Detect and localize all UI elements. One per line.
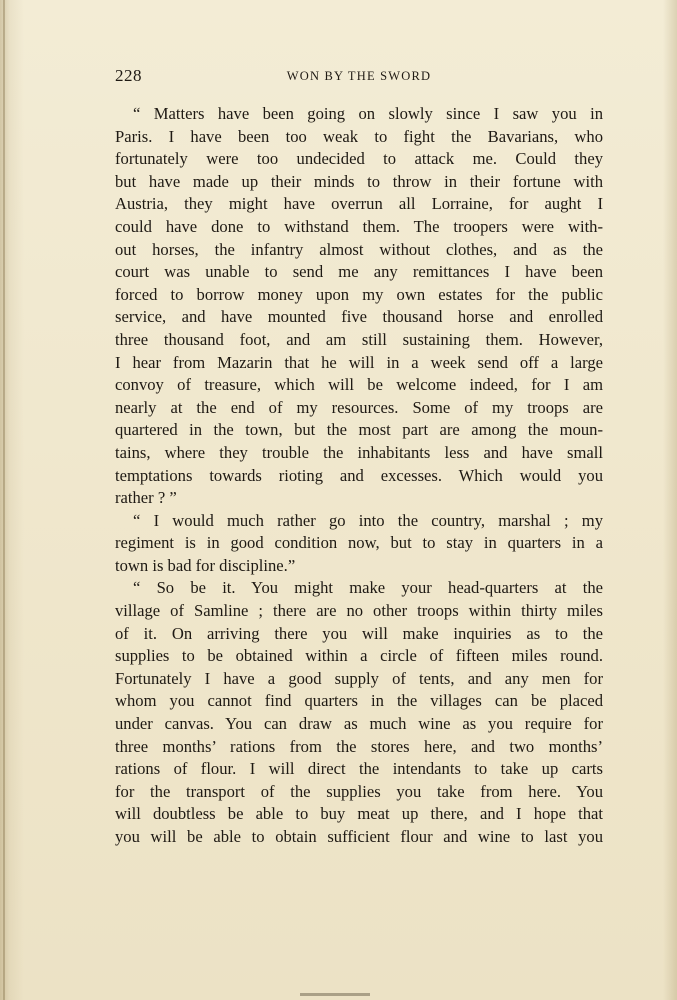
text-line: supplies to be obtained within a circle of fifteen miles round. <box>115 646 603 666</box>
binding-gutter <box>3 0 5 1000</box>
text-line: service, and have mounted five thousand horse and enrolled <box>115 307 603 327</box>
text-line: tains, where they trouble the inhabitants less and have small <box>115 442 603 462</box>
text-line: fortunately were too undecided to attack me. Could they <box>115 149 603 169</box>
text-line: rations of flour. I will direct the intendants to take up carts <box>115 759 603 779</box>
text-line: regiment is in good condition now, but to stay in quarters in a <box>115 533 603 553</box>
page-edge-mark <box>300 993 370 996</box>
text-line: for the transport of the supplies you take from here. You <box>115 781 603 801</box>
text-line: convoy of treasure, which will be welcome indeed, for I am <box>115 375 603 395</box>
text-line: village of Samline ; there are no other troops within thirty miles <box>115 601 603 621</box>
text-line: Paris. I have been too weak to fight the Bavarians, who <box>115 126 603 146</box>
text-line: I hear from Mazarin that he will in a week send off a large <box>115 352 603 372</box>
text-line: “ So be it. You might make your head-quarters at the <box>133 578 603 598</box>
text-line: “ I would much rather go into the country, marshal ; my <box>133 510 603 530</box>
text-line: temptations towards rioting and excesses. Which would you <box>115 465 603 485</box>
text-line: will doubtless be able to buy meat up there, and I hope that <box>115 804 603 824</box>
text-line: whom you cannot find quarters in the villages can be placed <box>115 691 603 711</box>
text-line: out horses, the infantry almost without clothes, and as the <box>115 239 603 259</box>
page-number: 228 <box>115 66 142 85</box>
text-line: Fortunately I have a good supply of tents, and any men for <box>115 668 603 688</box>
text-line: you will be able to obtain sufficient flour and wine to last you <box>115 827 603 846</box>
text-line: of it. On arriving there you will make inquiries as to the <box>115 623 603 643</box>
text-line: three thousand foot, and am still sustaining them. However, <box>115 329 603 349</box>
page-header <box>115 66 603 86</box>
text-line: but have made up their minds to throw in their fortune with <box>115 171 603 191</box>
text-line: under canvas. You can draw as much wine as you require for <box>115 714 603 734</box>
text-line: three months’ rations from the stores here, and two months’ <box>115 736 603 756</box>
text-line: quartered in the town, but the most part are among the moun- <box>115 420 603 440</box>
text-line: nearly at the end of my resources. Some of my troops are <box>115 397 603 417</box>
text-line: could have done to withstand them. The troopers were with- <box>115 216 603 236</box>
text-line: court was unable to send me any remittances I have been <box>115 262 603 282</box>
running-title: WON BY THE SWORD <box>286 69 432 83</box>
text-line: forced to borrow money upon my own estates for the public <box>115 284 603 304</box>
text-line: rather ? ” <box>115 488 177 508</box>
text-line: town is bad for discipline.” <box>115 555 296 575</box>
text-line: Austria, they might have overrun all Lorraine, for aught I <box>115 194 603 214</box>
text-line: “ Matters have been going on slowly since I saw you in <box>133 104 603 123</box>
body-text <box>115 103 603 849</box>
